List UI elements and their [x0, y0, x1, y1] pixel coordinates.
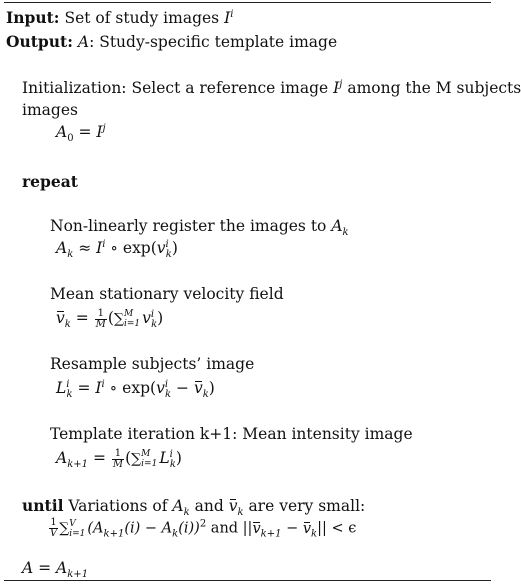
template-iter-l-sub: k	[169, 459, 176, 471]
mean-velocity-eq-op: =	[70, 309, 94, 327]
until-term1-sup: 2	[199, 518, 207, 530]
until-sum: ∑	[59, 520, 70, 537]
input-line	[6, 8, 233, 28]
until-and: and	[189, 497, 229, 515]
mean-velocity-fraction	[95, 309, 107, 330]
register-equation	[56, 238, 178, 261]
register-text-line	[50, 216, 349, 239]
register-eq-compose: ∘ exp(	[105, 239, 157, 257]
mean-velocity-close: )	[157, 309, 164, 327]
final-rhs-sub: k+1	[67, 569, 89, 581]
until-term1: (A	[87, 520, 104, 537]
template-iter-eq-op: =	[88, 449, 111, 467]
template-iter-l-sup: i	[169, 448, 173, 460]
init-text-line2: images	[22, 101, 78, 119]
output-text: : Study-specific template image	[89, 33, 338, 51]
template-iter-eq-lhs: A	[56, 449, 68, 467]
template-iter-sum-top: M	[141, 449, 151, 459]
template-iter-text: Template iteration k+1: Mean intensity image	[50, 425, 413, 443]
until-term1-end: (i))	[178, 520, 200, 537]
init-line	[22, 78, 521, 98]
register-eq-v-sub: k	[165, 249, 172, 261]
input-label: Input:	[6, 8, 60, 27]
register-eq-v: v	[156, 239, 166, 257]
template-iter-eq-lhs-sub: k+1	[67, 459, 89, 471]
resample-eq-close: )	[208, 379, 215, 397]
final-lhs: A	[22, 559, 34, 577]
input-symbol: I	[224, 9, 231, 27]
until-frac-num: 1	[50, 517, 57, 528]
resample-eq-vbar: v	[193, 379, 203, 397]
init-symbol-sup: j	[339, 78, 343, 90]
input-text: Set of study images	[64, 9, 220, 27]
init-text-before: Initialization: Select a reference image	[22, 79, 329, 97]
mean-velocity-sum-top: M	[123, 309, 134, 319]
until-a-sub: k	[183, 507, 190, 519]
init-equation	[56, 122, 106, 145]
until-term1-sub2: k	[172, 528, 179, 540]
template-iter-sum-limits	[141, 449, 157, 469]
resample-text: Resample subjects’ image	[50, 355, 255, 373]
until-fraction	[49, 518, 58, 539]
init-eq-rhs-sup: j	[102, 122, 106, 134]
resample-eq-lhs-sub: k	[66, 389, 73, 401]
resample-eq-lhs-sup: i	[66, 378, 70, 390]
mean-velocity-sum: ∑	[113, 311, 124, 327]
mean-velocity-sum-limits	[124, 309, 140, 329]
output-line	[6, 32, 337, 52]
mean-velocity-open: (	[107, 309, 114, 327]
template-iter-frac-num: 1	[112, 449, 124, 460]
final-equation	[22, 558, 89, 581]
resample-eq-v-sub: k	[165, 389, 172, 401]
until-term1-sub: k+1	[103, 528, 125, 540]
until-term1-mid: (i) − A	[124, 520, 173, 537]
resample-eq-op: =	[72, 379, 96, 397]
until-sum-bottom: i=1	[69, 528, 86, 539]
final-rhs: A	[56, 559, 68, 577]
input-symbol-sup: i	[230, 8, 234, 20]
mean-velocity-eq-lhs-sub: k	[64, 319, 71, 331]
template-iter-sum: ∑	[131, 451, 142, 467]
resample-eq-compose: ∘ exp(	[104, 379, 157, 397]
resample-eq-minus: −	[171, 379, 194, 397]
init-text-after: among the M subjects	[347, 79, 521, 97]
until-text-after: are very small:	[243, 497, 366, 515]
template-iter-equation	[56, 448, 182, 470]
resample-eq-i-sup: i	[101, 378, 105, 390]
register-sym-sub: k	[342, 227, 349, 239]
init-line-2	[22, 100, 78, 120]
until-v: v	[228, 497, 238, 515]
until-v2: v	[302, 520, 312, 537]
template-iter-sum-bottom: i=1	[141, 459, 158, 469]
until-v-sub: k	[237, 507, 244, 519]
init-eq-lhs: A	[56, 123, 68, 141]
resample-eq-i: I	[95, 379, 102, 397]
until-keyword: until	[22, 496, 64, 515]
until-condition	[48, 518, 356, 539]
init-symbol: I	[333, 79, 340, 97]
bottom-rule	[4, 580, 491, 581]
until-sum-top: V	[69, 518, 76, 529]
final-op: =	[33, 559, 57, 577]
repeat-keyword: repeat	[22, 172, 78, 191]
template-iter-fraction	[112, 449, 124, 470]
until-v1: v	[252, 520, 261, 537]
until-line	[22, 496, 366, 519]
mean-velocity-v-sup: i	[150, 308, 155, 320]
top-rule	[4, 2, 491, 3]
resample-eq-v-sup: i	[164, 378, 169, 390]
output-label: Output:	[6, 32, 73, 51]
mean-velocity-frac-num: 1	[95, 309, 107, 320]
until-v1-sub: k+1	[260, 528, 282, 540]
register-eq-i-sup: i	[102, 238, 106, 250]
mean-velocity-v: v	[142, 309, 151, 327]
until-norm-open: ||	[242, 520, 253, 537]
init-eq-lhs-sub: 0	[67, 133, 74, 145]
init-eq-rhs: I	[96, 123, 103, 141]
init-eq-op: =	[73, 123, 97, 141]
template-iter-open: (	[125, 449, 132, 467]
mean-velocity-sum-bottom: i=1	[123, 319, 141, 329]
register-eq-i: I	[96, 239, 103, 257]
algorithm-box	[4, 2, 521, 582]
mean-velocity-text: Mean stationary velocity field	[50, 285, 284, 303]
mean-velocity-equation	[56, 308, 163, 330]
register-text: Non-linearly register the images to	[50, 217, 327, 235]
register-eq-lhs: A	[56, 239, 68, 257]
until-and2: and	[206, 520, 243, 537]
until-norm-close: || < ϵ	[317, 520, 357, 537]
template-iter-close: )	[175, 449, 182, 467]
until-text-before: Variations of	[63, 497, 173, 515]
resample-eq-v: v	[156, 379, 165, 397]
register-eq-close: )	[171, 239, 178, 257]
register-eq-v-sup: i	[165, 238, 169, 250]
register-sym: A	[331, 217, 343, 235]
template-iter-frac-den: M	[112, 458, 124, 470]
resample-eq-vbar-sub: k	[202, 389, 209, 401]
output-symbol: A	[77, 33, 90, 51]
until-sum-limits	[69, 519, 85, 539]
mean-velocity-v-sub: k	[151, 319, 158, 331]
until-v2-sub: k	[311, 528, 318, 540]
resample-equation	[56, 378, 215, 401]
template-iter-l: L	[159, 449, 170, 467]
register-eq-lhs-sub: k	[67, 249, 74, 261]
resample-eq-lhs: L	[56, 379, 67, 397]
until-a: A	[172, 497, 184, 515]
mean-velocity-eq-lhs: v	[56, 309, 65, 327]
until-minus: −	[281, 520, 303, 537]
mean-velocity-frac-den: M	[95, 318, 106, 330]
register-eq-op: ≈	[73, 239, 97, 257]
until-frac-den: V	[50, 528, 58, 539]
